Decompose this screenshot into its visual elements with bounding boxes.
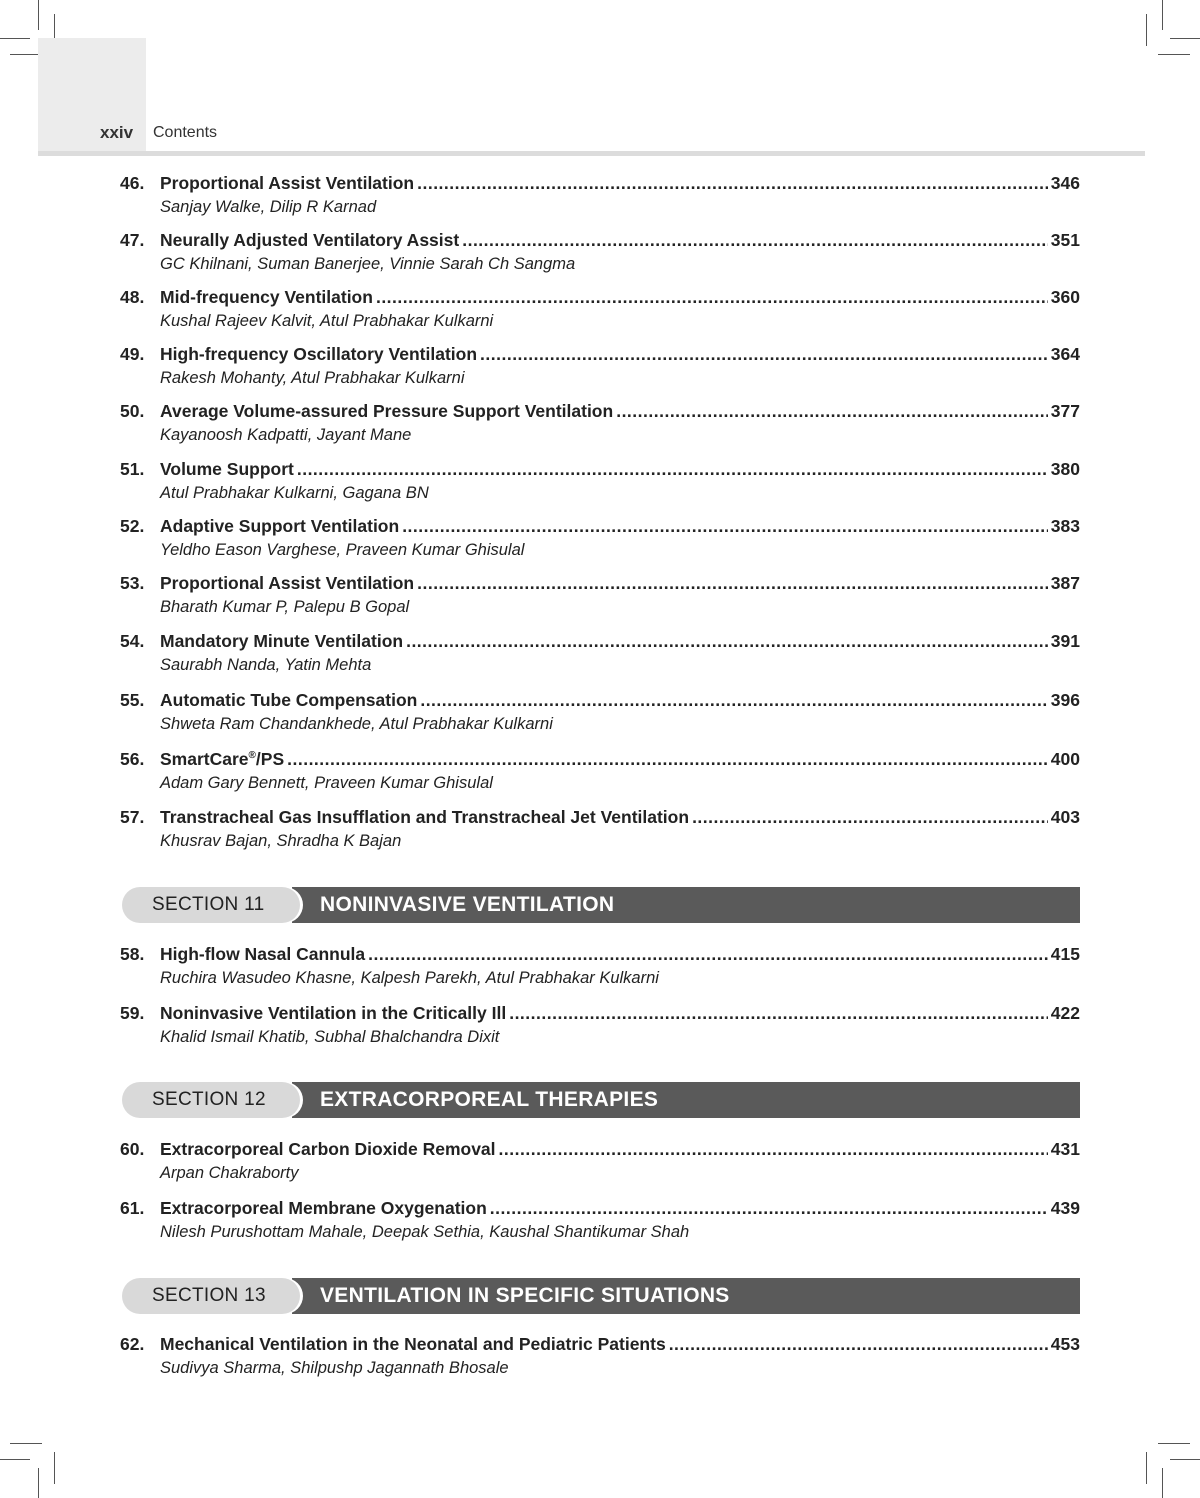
entry-authors: Khalid Ismail Khatib, Subhal Bhalchandra Dixit: [160, 1028, 500, 1046]
dot-leader: [462, 230, 1048, 251]
entry-title: [160, 749, 284, 770]
entry-title: Volume Support: [160, 459, 294, 479]
entry-number: 62.: [120, 1334, 145, 1354]
dot-leader: [417, 573, 1048, 594]
crop-mark: [0, 38, 30, 39]
toc-entry[interactable]: [120, 573, 1080, 617]
dot-leader: [490, 1198, 1048, 1219]
entry-title: Transtracheal Gas Insufflation and Transtracheal Jet Ventilation: [160, 807, 690, 827]
entry-number: 49.: [120, 344, 145, 364]
toc-entry[interactable]: [120, 1198, 1080, 1242]
section-label: SECTION 11: [152, 894, 265, 915]
entry-page: 346: [1050, 173, 1080, 193]
toc-entry[interactable]: [120, 1334, 1080, 1378]
header-rule-gap: [1145, 151, 1162, 156]
dot-leader: [420, 690, 1047, 711]
entry-title: Proportional Assist Ventilation: [160, 573, 415, 593]
entry-page: 380: [1050, 459, 1080, 479]
entry-number: 51.: [120, 459, 145, 479]
dot-leader: [368, 944, 1048, 965]
entry-title: High-frequency Oscillatory Ventilation: [160, 344, 478, 364]
toc-entry[interactable]: [120, 1139, 1080, 1183]
section-title: VENTILATION IN SPECIFIC SITUATIONS: [320, 1284, 730, 1307]
toc-entry[interactable]: [120, 1003, 1080, 1047]
section-label: SECTION 12: [152, 1089, 266, 1110]
entry-authors: Arpan Chakraborty: [160, 1164, 299, 1182]
entry-title: Mechanical Ventilation in the Neonatal and Pediatric Patients: [160, 1334, 666, 1354]
entry-authors: Nilesh Purushottam Mahale, Deepak Sethia, Kaushal Shantikumar Shah: [160, 1223, 690, 1241]
entry-page: 422: [1050, 1003, 1080, 1023]
toc-entry[interactable]: [120, 173, 1080, 217]
toc-entry[interactable]: [120, 690, 1080, 734]
entry-page: 400: [1050, 749, 1080, 769]
entry-number: 46.: [120, 173, 145, 193]
entry-title: Extracorporeal Carbon Dioxide Removal: [160, 1139, 496, 1159]
entry-authors: Rakesh Mohanty, Atul Prabhakar Kulkarni: [160, 369, 465, 387]
section-title: NONINVASIVE VENTILATION: [320, 893, 615, 916]
entry-number: 58.: [120, 944, 145, 964]
entry-authors: GC Khilnani, Suman Banerjee, Vinnie Sarah Ch Sangma: [160, 255, 576, 273]
toc-entry[interactable]: [120, 230, 1080, 274]
entry-page: 415: [1050, 944, 1080, 964]
section-banner: [122, 1278, 1080, 1314]
crop-mark: [38, 0, 39, 30]
entry-authors: Kushal Rajeev Kalvit, Atul Prabhakar Kulkarni: [160, 312, 494, 330]
crop-mark: [1146, 14, 1147, 46]
entry-authors: Atul Prabhakar Kulkarni, Gagana BN: [160, 484, 429, 502]
entry-number: 56.: [120, 749, 145, 769]
entry-authors: Ruchira Wasudeo Khasne, Kalpesh Parekh, Atul Prabhakar Kulkarni: [160, 969, 659, 987]
crop-mark: [1162, 0, 1163, 30]
entry-title: Proportional Assist Ventilation: [160, 173, 415, 193]
entry-title: Extracorporeal Membrane Oxygenation: [160, 1198, 487, 1218]
entry-authors: Kayanoosh Kadpatti, Jayant Mane: [160, 426, 412, 444]
entry-authors: Shweta Ram Chandankhede, Atul Prabhakar Kulkarni: [160, 715, 553, 733]
dot-leader: [402, 516, 1048, 537]
dot-leader: [406, 631, 1048, 652]
section-pill: [122, 1278, 300, 1314]
entry-number: 61.: [120, 1198, 145, 1218]
entry-authors: Adam Gary Bennett, Praveen Kumar Ghisulal: [160, 774, 493, 792]
registered-mark: ®: [248, 750, 256, 762]
entry-title: Mid-frequency Ventilation: [160, 287, 373, 307]
dot-leader: [616, 401, 1048, 422]
entry-page: 453: [1050, 1334, 1080, 1354]
toc-entry[interactable]: [120, 459, 1080, 503]
running-head: Contents: [153, 124, 218, 141]
entry-authors: Khusrav Bajan, Shradha K Bajan: [160, 832, 402, 850]
entry-page: 360: [1050, 287, 1080, 307]
toc-entry[interactable]: [120, 807, 1080, 851]
header-rule: [38, 151, 1162, 156]
entry-authors: Sudivya Sharma, Shilpushp Jagannath Bhosale: [160, 1359, 509, 1377]
dot-leader: [417, 173, 1048, 194]
crop-mark: [1170, 38, 1200, 39]
page-number: xxiv: [100, 123, 134, 142]
entry-title: Adaptive Support Ventilation: [160, 516, 400, 536]
crop-mark: [38, 1468, 39, 1498]
entry-number: 60.: [120, 1139, 145, 1159]
entry-title: Mandatory Minute Ventilation: [160, 631, 404, 651]
entry-page: 396: [1050, 690, 1080, 710]
section-pill: [122, 1082, 300, 1118]
dot-leader: [499, 1139, 1048, 1160]
entry-authors: Bharath Kumar P, Palepu B Gopal: [160, 598, 410, 616]
entry-title-text: SmartCare: [160, 749, 249, 769]
section-pill: [122, 887, 300, 923]
section-label: SECTION 13: [152, 1285, 266, 1306]
crop-mark: [10, 1443, 42, 1444]
entry-page: 364: [1050, 344, 1080, 364]
entry-page: 439: [1050, 1198, 1080, 1218]
entry-title: Average Volume-assured Pressure Support Ventilation: [160, 401, 614, 421]
entry-title: High-flow Nasal Cannula: [160, 944, 366, 964]
crop-mark: [1162, 1468, 1163, 1498]
entry-page: 351: [1050, 230, 1080, 250]
dot-leader: [692, 807, 1048, 828]
entry-title: Automatic Tube Compensation: [160, 690, 418, 710]
toc-entry[interactable]: [120, 944, 1080, 988]
dot-leader: [297, 459, 1048, 480]
entry-number: 47.: [120, 230, 145, 250]
section-title: EXTRACORPOREAL THERAPIES: [320, 1088, 659, 1111]
entry-page: 431: [1050, 1139, 1080, 1159]
crop-mark: [1158, 54, 1190, 55]
toc-entry[interactable]: [120, 749, 1080, 793]
entry-page: 387: [1050, 573, 1080, 593]
entry-number: 57.: [120, 807, 145, 827]
dot-leader: [509, 1003, 1048, 1024]
entry-authors: Yeldho Eason Varghese, Praveen Kumar Ghisulal: [160, 541, 525, 559]
dot-leader: [669, 1334, 1048, 1355]
crop-mark: [1146, 1452, 1147, 1484]
entry-page: 377: [1050, 401, 1080, 421]
entry-authors: Saurabh Nanda, Yatin Mehta: [160, 656, 372, 674]
entry-number: 52.: [120, 516, 145, 536]
entry-number: 50.: [120, 401, 145, 421]
crop-mark: [0, 1459, 30, 1460]
entry-number: 53.: [120, 573, 145, 593]
entry-number: 59.: [120, 1003, 145, 1023]
entry-page: 403: [1050, 807, 1080, 827]
section-banner: [122, 1082, 1080, 1118]
toc-entry[interactable]: [120, 287, 1080, 331]
crop-mark: [1170, 1459, 1200, 1460]
entry-title: Neurally Adjusted Ventilatory Assist: [160, 230, 460, 250]
toc-entry[interactable]: [120, 631, 1080, 675]
dot-leader: [376, 287, 1048, 308]
crop-mark: [1158, 1443, 1190, 1444]
section-banner: [122, 887, 1080, 923]
toc-entry[interactable]: [120, 516, 1080, 560]
entry-page: 391: [1050, 631, 1080, 651]
entry-title: Noninvasive Ventilation in the Critically Ill: [160, 1003, 507, 1023]
entry-number: 55.: [120, 690, 145, 710]
dot-leader: [287, 749, 1048, 770]
crop-mark: [54, 1452, 55, 1484]
entry-number: 48.: [120, 287, 145, 307]
toc-entry[interactable]: [120, 401, 1080, 445]
toc-entry[interactable]: [120, 344, 1080, 388]
entry-authors: Sanjay Walke, Dilip R Karnad: [160, 198, 377, 216]
entry-page: 383: [1050, 516, 1080, 536]
entry-number: 54.: [120, 631, 145, 651]
dot-leader: [480, 344, 1048, 365]
entry-title-suffix: /PS: [255, 749, 285, 769]
